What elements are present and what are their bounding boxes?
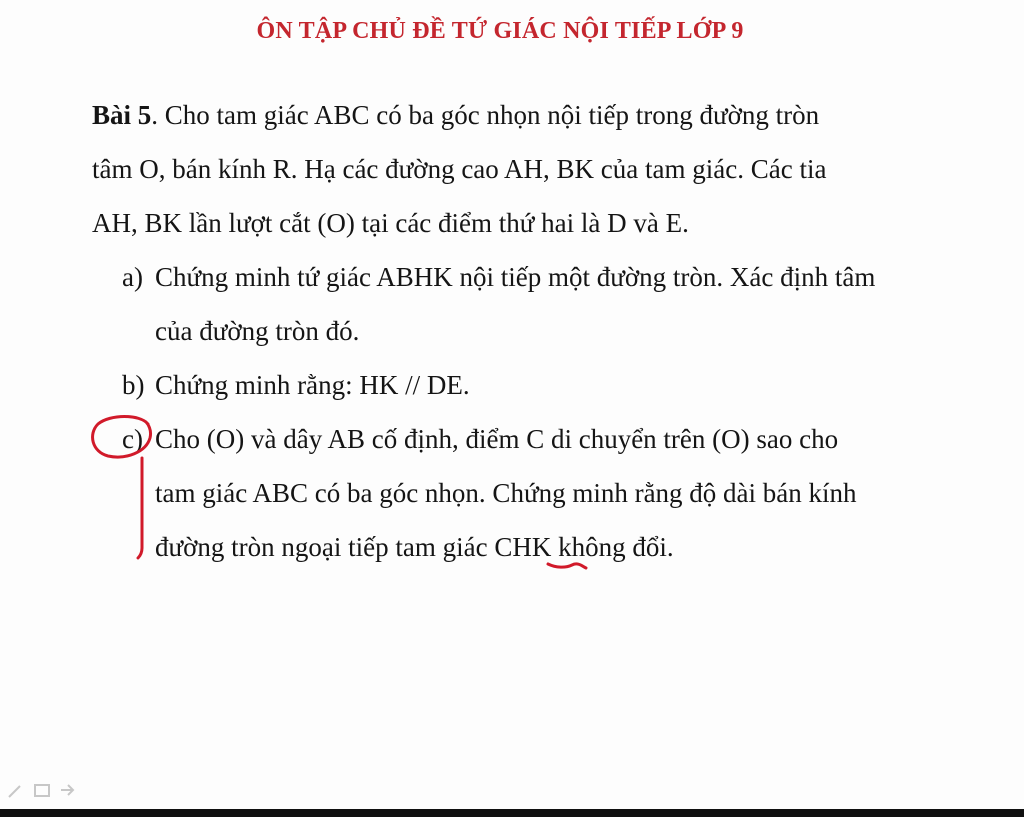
problem-line-1 xyxy=(92,88,819,142)
next-arrow-icon[interactable] xyxy=(58,780,78,800)
part-c-line-3-pre: đường tròn ngoại tiếp tam giác xyxy=(155,532,495,562)
part-a-line-1: Chứng minh tứ giác ABHK nội tiếp một đường tròn. Xác định tâm xyxy=(155,262,876,292)
bracket-line xyxy=(138,458,142,558)
slide-title: ÔN TẬP CHỦ ĐỀ TỨ GIÁC NỘI TIẾP LỚP 9 xyxy=(256,18,744,44)
problem-line-3: AH, BK lần lượt cắt (O) tại các điểm thứ hai là D và E. xyxy=(92,208,689,238)
chk-highlight: CHK xyxy=(494,532,552,562)
menu-icon[interactable] xyxy=(32,780,52,800)
problem-label: Bài 5 xyxy=(92,100,152,130)
part-a-label: a) xyxy=(122,262,143,292)
part-c-line-3-post: không đổi. xyxy=(551,532,674,562)
part-b-line-1: Chứng minh rằng: HK // DE. xyxy=(155,370,470,400)
problem-line-1-text: . Cho tam giác ABC có ba góc nhọn nội tiếp trong đường tròn xyxy=(151,100,820,130)
part-c-line-1: Cho (O) và dây AB cố định, điểm C di chuyển trên (O) sao cho xyxy=(155,424,839,454)
part-c-line-2: tam giác ABC có ba góc nhọn. Chứng minh rằng độ dài bán kính xyxy=(155,478,857,508)
presenter-nav xyxy=(6,778,78,802)
part-b-label: b) xyxy=(122,370,145,400)
problem-line-2: tâm O, bán kính R. Hạ các đường cao AH, BK của tam giác. Các tia xyxy=(92,154,827,184)
pen-icon[interactable] xyxy=(6,780,26,800)
part-c-line-3 xyxy=(155,520,674,574)
bottom-bar xyxy=(0,809,1024,817)
part-c-label: c) xyxy=(122,424,143,454)
part-a-line-2: của đường tròn đó. xyxy=(155,316,360,346)
